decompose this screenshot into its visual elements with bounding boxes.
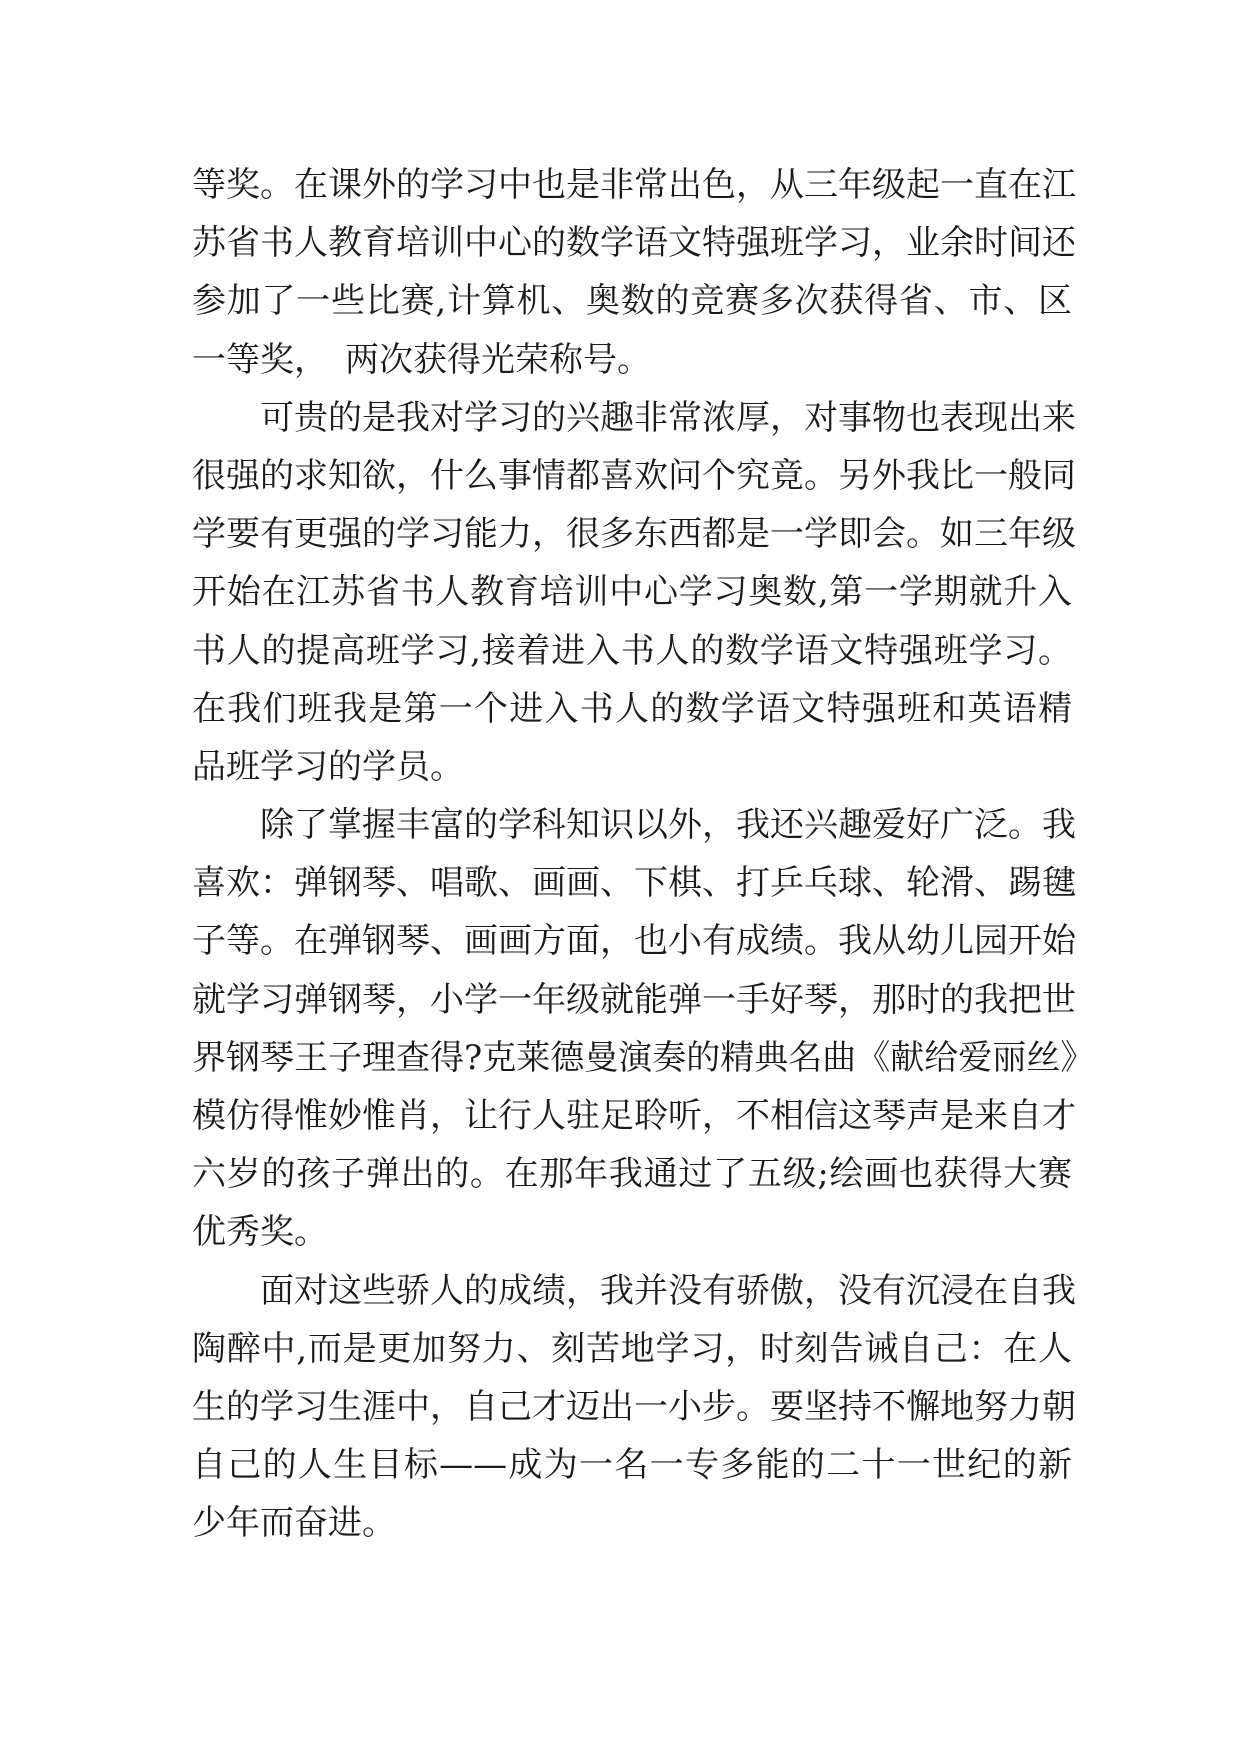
paragraph-first-line: 可贵的是我对学习的兴趣非常浓厚，对事物也表现出来: [260, 397, 1076, 438]
text-line: 界钢琴王子理查得?克莱德曼演奏的精典名曲《献给爱丽丝》: [192, 1037, 1095, 1078]
text-line: 苏省书人教育培训中心的数学语文特强班学习，业余时间还: [192, 223, 1076, 264]
text-line: 自己的人生目标——成为一名一专多能的二十一世纪的新: [192, 1445, 1072, 1486]
text-line: 优秀奖。: [192, 1212, 328, 1253]
text-line: 就学习弹钢琴，小学一年级就能弹一手好琴，那时的我把世: [192, 979, 1076, 1020]
text-line: 参加了一些比赛,计算机、奥数的竞赛多次获得省、市、区: [192, 281, 1072, 322]
essay-body: [192, 156, 1095, 1553]
text-line: 等奖。在课外的学习中也是非常出色，从三年级起一直在江: [192, 165, 1076, 205]
paragraph-first-line: 面对这些骄人的成绩，我并没有骄傲，没有沉浸在自我: [260, 1270, 1076, 1311]
text-line: 开始在江苏省书人教育培训中心学习奥数,第一学期就升入: [192, 572, 1072, 613]
text-line: 模仿得惟妙惟肖，让行人驻足聆听，不相信这琴声是来自才: [192, 1096, 1076, 1136]
text-line: 品班学习的学员。: [192, 746, 464, 787]
text-line: 陶醉中,而是更加努力、刻苦地学习，时刻告诫自己：在人: [192, 1328, 1072, 1369]
text-line: 学要有更强的学习能力，很多东西都是一学即会。如三年级: [192, 514, 1076, 555]
text-line: 喜欢：弹钢琴、唱歌、画画、下棋、打乒乓球、轮滑、踢毽: [192, 863, 1076, 904]
paragraph-first-line: 除了掌握丰富的学科知识以外，我还兴趣爱好广泛。我: [260, 805, 1076, 846]
text-line: 很强的求知欲，什么事情都喜欢问个究竟。另外我比一般同: [192, 455, 1076, 496]
text-line: 子等。在弹钢琴、画画方面，也小有成绩。我从幼儿园开始: [192, 921, 1076, 962]
text-line: 在我们班我是第一个进入书人的数学语文特强班和英语精: [192, 688, 1072, 729]
text-line: 六岁的孩子弹出的。在那年我通过了五级;绘画也获得大赛: [192, 1154, 1072, 1195]
text-line: 书人的提高班学习,接着进入书人的数学语文特强班学习。: [192, 630, 1072, 671]
text-line: 一等奖， 两次获得光荣称号。: [192, 339, 651, 380]
text-line: 少年而奋进。: [192, 1503, 396, 1544]
text-line: 生的学习生涯中，自己才迈出一小步。要坚持不懈地努力朝: [192, 1386, 1076, 1427]
